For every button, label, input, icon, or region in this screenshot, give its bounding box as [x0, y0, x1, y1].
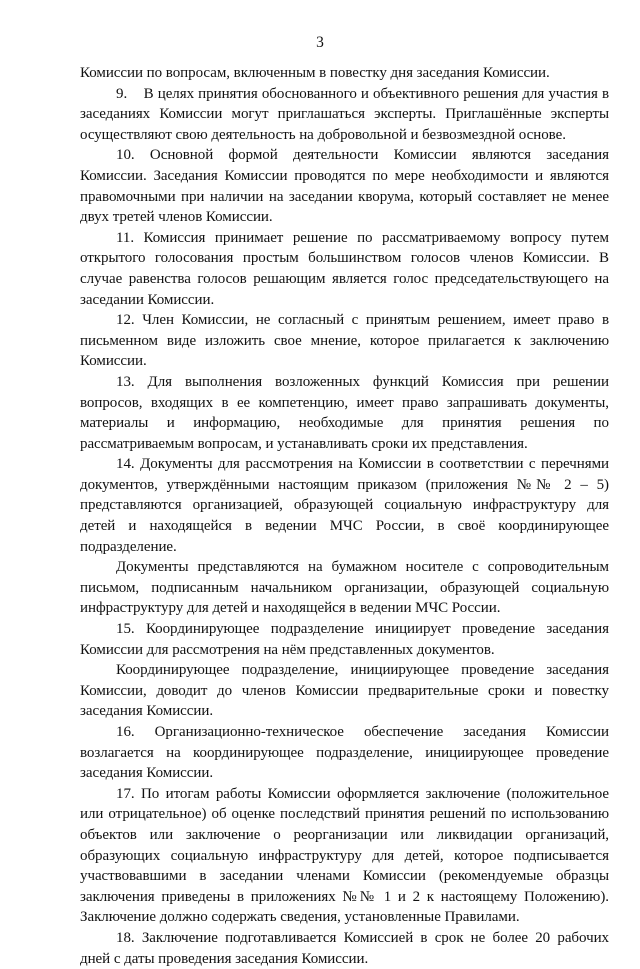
document-body: [80, 63, 609, 969]
paragraph-15-coordinating: Координирующее подразделение, инициирующее проведение заседания Комиссии, доводит до членов Комиссии предварительные сроки и повестку заседания Комиссии.: [80, 662, 609, 720]
paragraph-continuation: Комиссии по вопросам, включенным в повестку дня заседания Комиссии.: [80, 65, 550, 81]
page-number: 3: [316, 34, 324, 51]
paragraph-9: 9. В целях принятия обоснованного и объективного решения для участия в заседаниях Комиссии могут приглашаться эксперты. Приглашённые эксперты осуществляют свою деятельность на добровольной и безвозмездной основе.: [80, 85, 609, 143]
paragraph-16: 16. Организационно-техническое обеспечение заседания Комиссии возлагается на координирующее подразделение, инициирующее проведение заседания Комиссии.: [80, 724, 609, 782]
paragraph-13: 13. Для выполнения возложенных функций Комиссия при решении вопросов, входящих в ее компетенцию, имеет право запрашивать документы, материалы и информацию, необходимые для принятия решения по рассматриваемым вопросам, и устанавливать сроки их представления.: [80, 373, 609, 452]
paragraph-15: 15. Координирующее подразделение инициирует проведение заседания Комиссии для рассмотрения на нём представленных документов.: [80, 621, 609, 658]
paragraph-14: 14. Документы для рассмотрения на Комиссии в соответствии с перечнями документов, утверждёнными настоящим приказом (приложения №№ 2 – 5) представляются организацией, образующей социальную инфраструктуру для детей и находящейся в ведении МЧС России, в своё координирующее подразделение.: [80, 456, 609, 555]
paragraph-11: 11. Комиссия принимает решение по рассматриваемому вопросу путем открытого голосования простым большинством голосов членов Комиссии. В случае равенства голосов решающим является голос председательствующего на заседании Комиссии.: [80, 229, 609, 308]
paragraph-17: 17. По итогам работы Комиссии оформляется заключение (положительное или отрицательное) об оценке последствий принятия решений по использованию объектов или заключение о реорганизации или ликвидации организаций, образующих социальную инфраструктуру для детей, которое подписывается участвовавшими в заседании членами Комиссии (рекомендуемые образцы заключения приведены в приложениях №№ 1 и 2 к настоящему Положению). Заключение должно содержать сведения, установленные Правилами.: [80, 785, 609, 926]
paragraph-10: 10. Основной формой деятельности Комиссии являются заседания Комиссии. Заседания Комиссии проводятся по мере необходимости и являются правомочными при наличии на заседании кворума, который составляет не менее двух третей членов Комиссии.: [80, 147, 609, 226]
paragraph-14-documents: Документы представляются на бумажном носителе с сопроводительным письмом, подписанным начальником организации, образующей социальную инфраструктуру для детей и находящейся в ведении МЧС России.: [80, 559, 609, 617]
paragraph-12: 12. Член Комиссии, не согласный с принятым решением, имеет право в письменном виде изложить свое мнение, которое прилагается к заключению Комиссии.: [80, 312, 609, 370]
paragraph-18: 18. Заключение подготавливается Комиссией в срок не более 20 рабочих дней с даты проведения заседания Комиссии.: [80, 929, 609, 967]
